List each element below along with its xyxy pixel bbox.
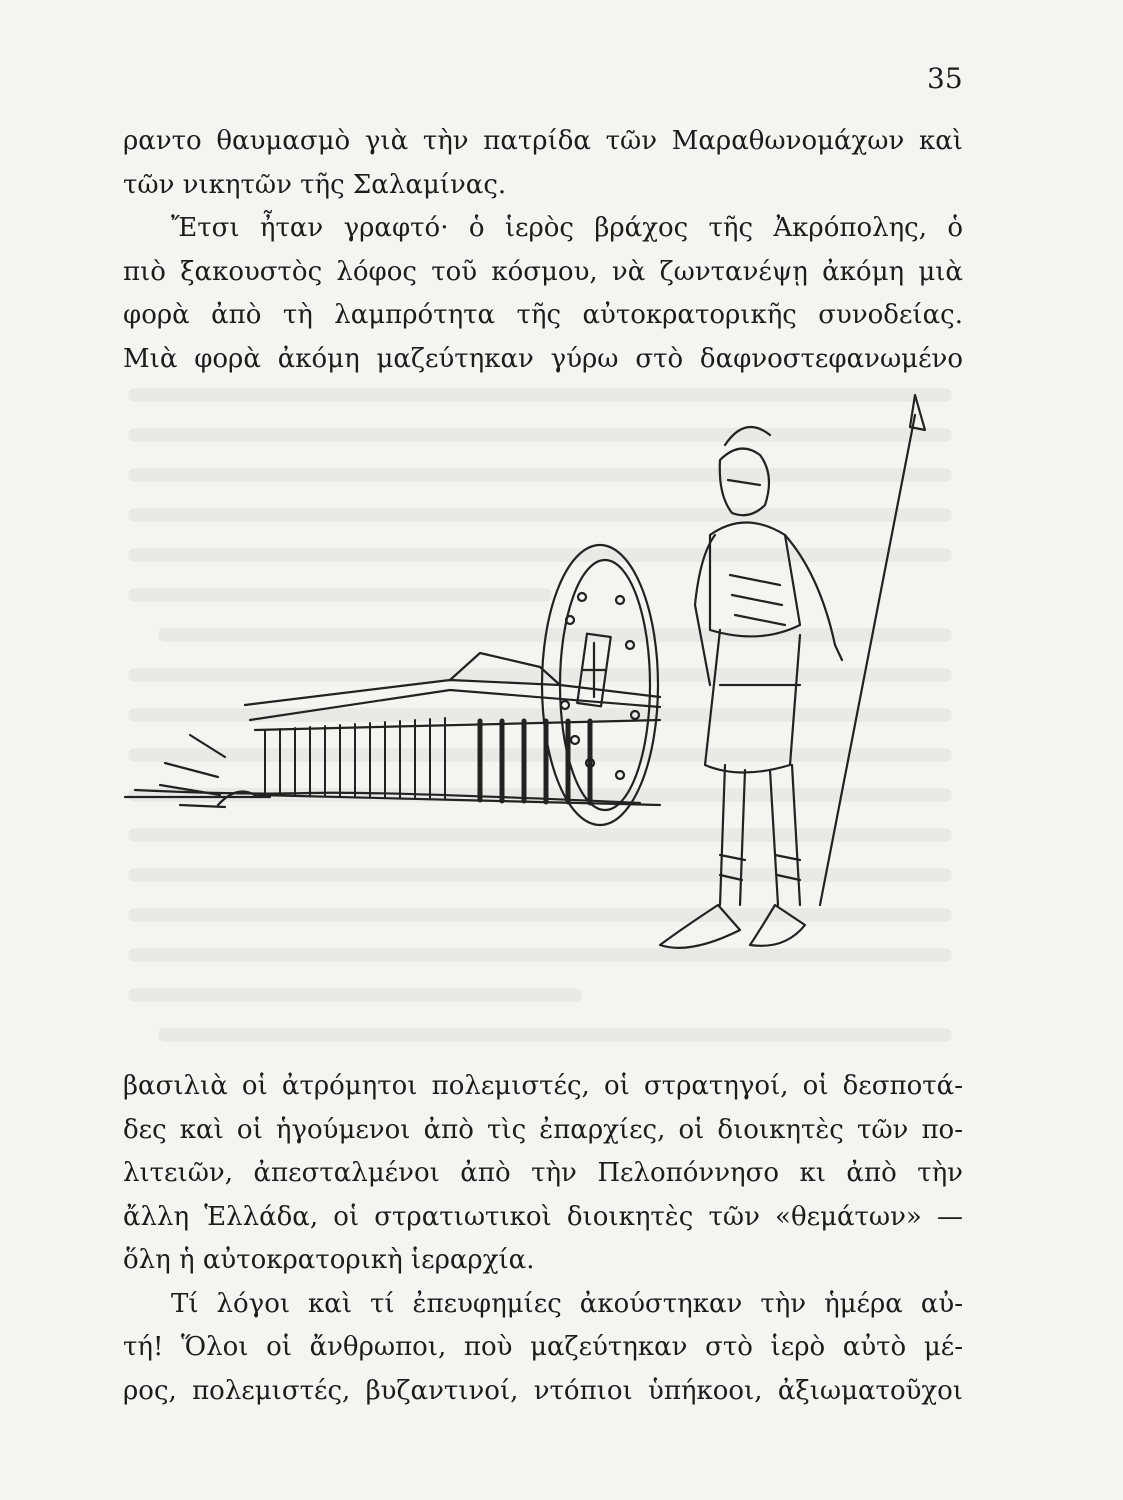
spear-icon bbox=[820, 395, 925, 905]
text-line: ἄλλη Ἑλλάδα, οἱ στρατιωτικοὶ διοικητὲς τῶν «θεμάτων» — bbox=[123, 1201, 963, 1232]
text-line: ραντο θαυμασμὸ γιὰ τὴν πατρίδα τῶν Μαραθωνομάχων καὶ bbox=[123, 126, 963, 156]
text-line: Ἔτσι ἦταν γραφτό· ὁ ἱερὸς βράχος τῆς Ἀκρόπολης, ὁ bbox=[171, 213, 963, 243]
parthenon-icon bbox=[245, 653, 660, 805]
text-line: Τί λόγοι καὶ τί ἐπευφημίες ἀκούστηκαν τὴν ἡμέρα αὐ- bbox=[171, 1288, 963, 1319]
text-line: τή! Ὅλοι οἱ ἄνθρωποι, ποὺ μαζεύτηκαν στὸ ἱερὸ αὐτὸ μέ- bbox=[123, 1332, 963, 1362]
text-line: ὅλη ἡ αὐτοκρατορικὴ ἱεραρχία. bbox=[123, 1245, 535, 1275]
text-line: τῶν νικητῶν τῆς Σαλαμίνας. bbox=[123, 169, 507, 200]
page-number: 35 bbox=[927, 62, 963, 95]
bottom-paragraph bbox=[123, 1065, 963, 1413]
top-paragraph bbox=[123, 120, 963, 381]
soldier-figure-icon bbox=[660, 427, 842, 948]
illustration-soldier-parthenon bbox=[120, 385, 960, 1055]
text-line: Μιὰ φορὰ ἀκόμη μαζεύτηκαν γύρω στὸ δαφνοστεφανωμένο bbox=[123, 343, 963, 374]
text-line: βασιλιὰ οἱ ἀτρόμητοι πολεμιστές, οἱ στρατηγοί, οἱ δεσποτά- bbox=[123, 1071, 963, 1101]
text-line: ρος, πολεμιστές, βυζαντινοί, ντόπιοι ὑπήκοοι, ἀξιωματοῦχοι bbox=[123, 1375, 963, 1406]
text-line: δες καὶ οἱ ἡγούμενοι ἀπὸ τὶς ἐπαρχίες, οἱ διοικητὲς τῶν πο- bbox=[123, 1114, 963, 1145]
text-line: φορὰ ἀπὸ τὴ λαμπρότητα τῆς αὐτοκρατορικῆς συνοδείας. bbox=[123, 300, 963, 330]
text-line: λιτειῶν, ἀπεσταλμένοι ἀπὸ τὴν Πελοπόννησο κι ἀπὸ τὴν bbox=[123, 1158, 963, 1188]
shield-icon bbox=[542, 545, 658, 825]
text-line: πιὸ ξακουστὸς λόφος τοῦ κόσμου, νὰ ζωντανέψῃ ἀκόμη μιὰ bbox=[123, 256, 963, 287]
